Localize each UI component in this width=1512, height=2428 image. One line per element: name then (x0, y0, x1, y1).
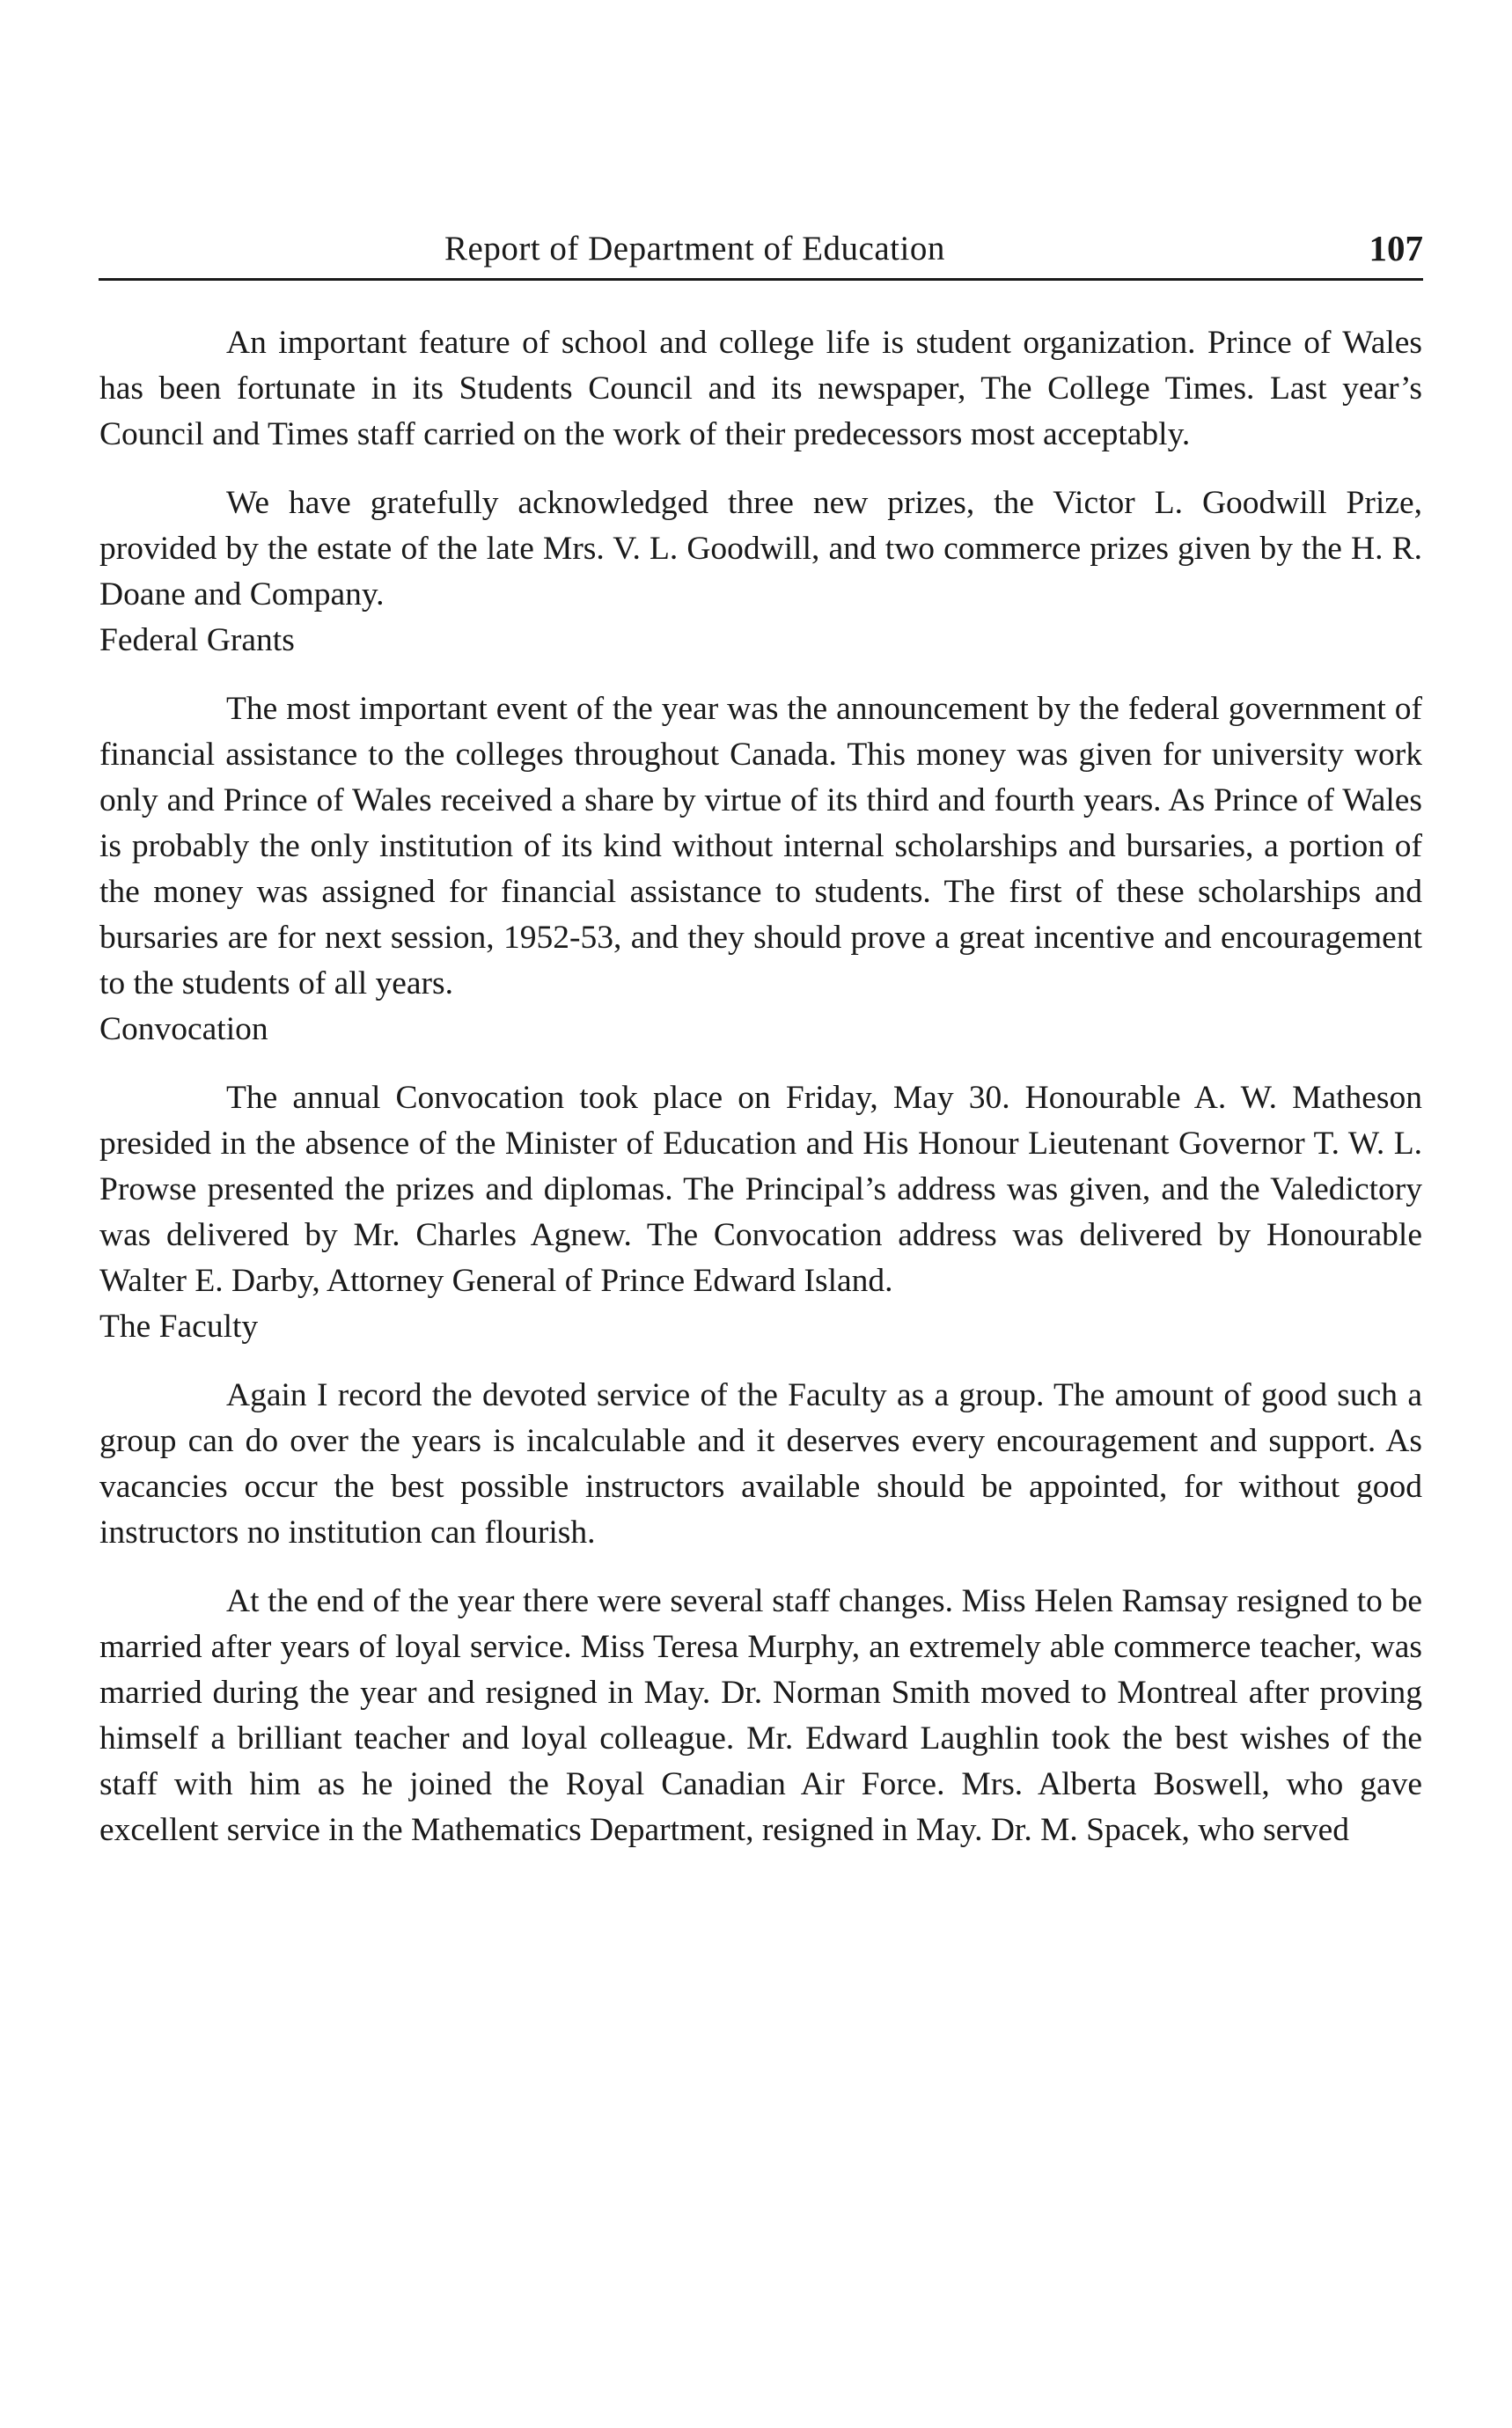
paragraph-new-prizes: We have gratefully acknowledged three new prizes, the Victor L. Goodwill Prize, provided by the estate of the late Mrs. V. L. Goodwill, and two commerce prizes given by the H. R. Doane and Company. (99, 485, 1422, 613)
running-head-title: Report of Department of Education (444, 230, 945, 268)
page-number: 107 (1369, 228, 1423, 268)
section-heading-faculty: The Faculty (99, 1309, 259, 1345)
body-text (99, 320, 1422, 1853)
page-header (99, 222, 1423, 283)
paragraph-staff-changes: At the end of the year there were several staff changes. Miss Helen Ramsay resigned to be married after years of loyal service. Miss Teresa Murphy, an extremely able commerce teacher, was married during the year and resigned in May. Dr. Norman Smith moved to Montreal after proving himself a brilliant teacher and loyal colleague. Mr. Edward Laughlin took the best wishes of the staff with him as he joined the Royal Canadian Air Force. Mrs. Alberta Boswell, who gave excellent service in the Mathematics Department, resigned in May. Dr. M. Spacek, who served (99, 1583, 1422, 1848)
paragraph-federal-grants: The most important event of the year was the announcement by the federal government of financial assistance to the colleges throughout Canada. This money was given for university work only and Prince of Wales received a share by virtue of its third and fourth years. As Prince of Wales is probably the only institution of its kind without internal scholarships and bursaries, a portion of the money was assigned for financial assistance to students. The first of these scholarships and bursaries are for next session, 1952-53, and they should prove a great incentive and encouragement to the students of all years. (99, 691, 1422, 1001)
paragraph-convocation: The annual Convocation took place on Friday, May 30. Honourable A. W. Matheson presided in the absence of the Minister of Education and His Honour Lieutenant Governor T. W. L. Prowse presented the prizes and diplomas. The Principal’s address was given, and the Valedictory was delivered by Mr. Charles Agnew. The Convocation address was delivered by Honourable Walter E. Darby, Attorney General of Prince Edward Island. (99, 1080, 1422, 1299)
paragraph-faculty-service: Again I record the devoted service of the Faculty as a group. The amount of good such a group can do over the years is incalculable and it deserves every encouragement and support. As vacancies occur the best possible instructors available should be appointed, for without good instructors no institution can flourish. (99, 1377, 1422, 1551)
section-heading-federal-grants: Federal Grants (99, 622, 295, 658)
header-rule (99, 278, 1423, 281)
section-heading-convocation: Convocation (99, 1011, 268, 1047)
paragraph-student-organization: An important feature of school and college life is student organization. Prince of Wales has been fortunate in its Students Council and its newspaper, The College Times. Last year’s Council and Times staff carried on the work of their predecessors most acceptably. (99, 325, 1422, 452)
